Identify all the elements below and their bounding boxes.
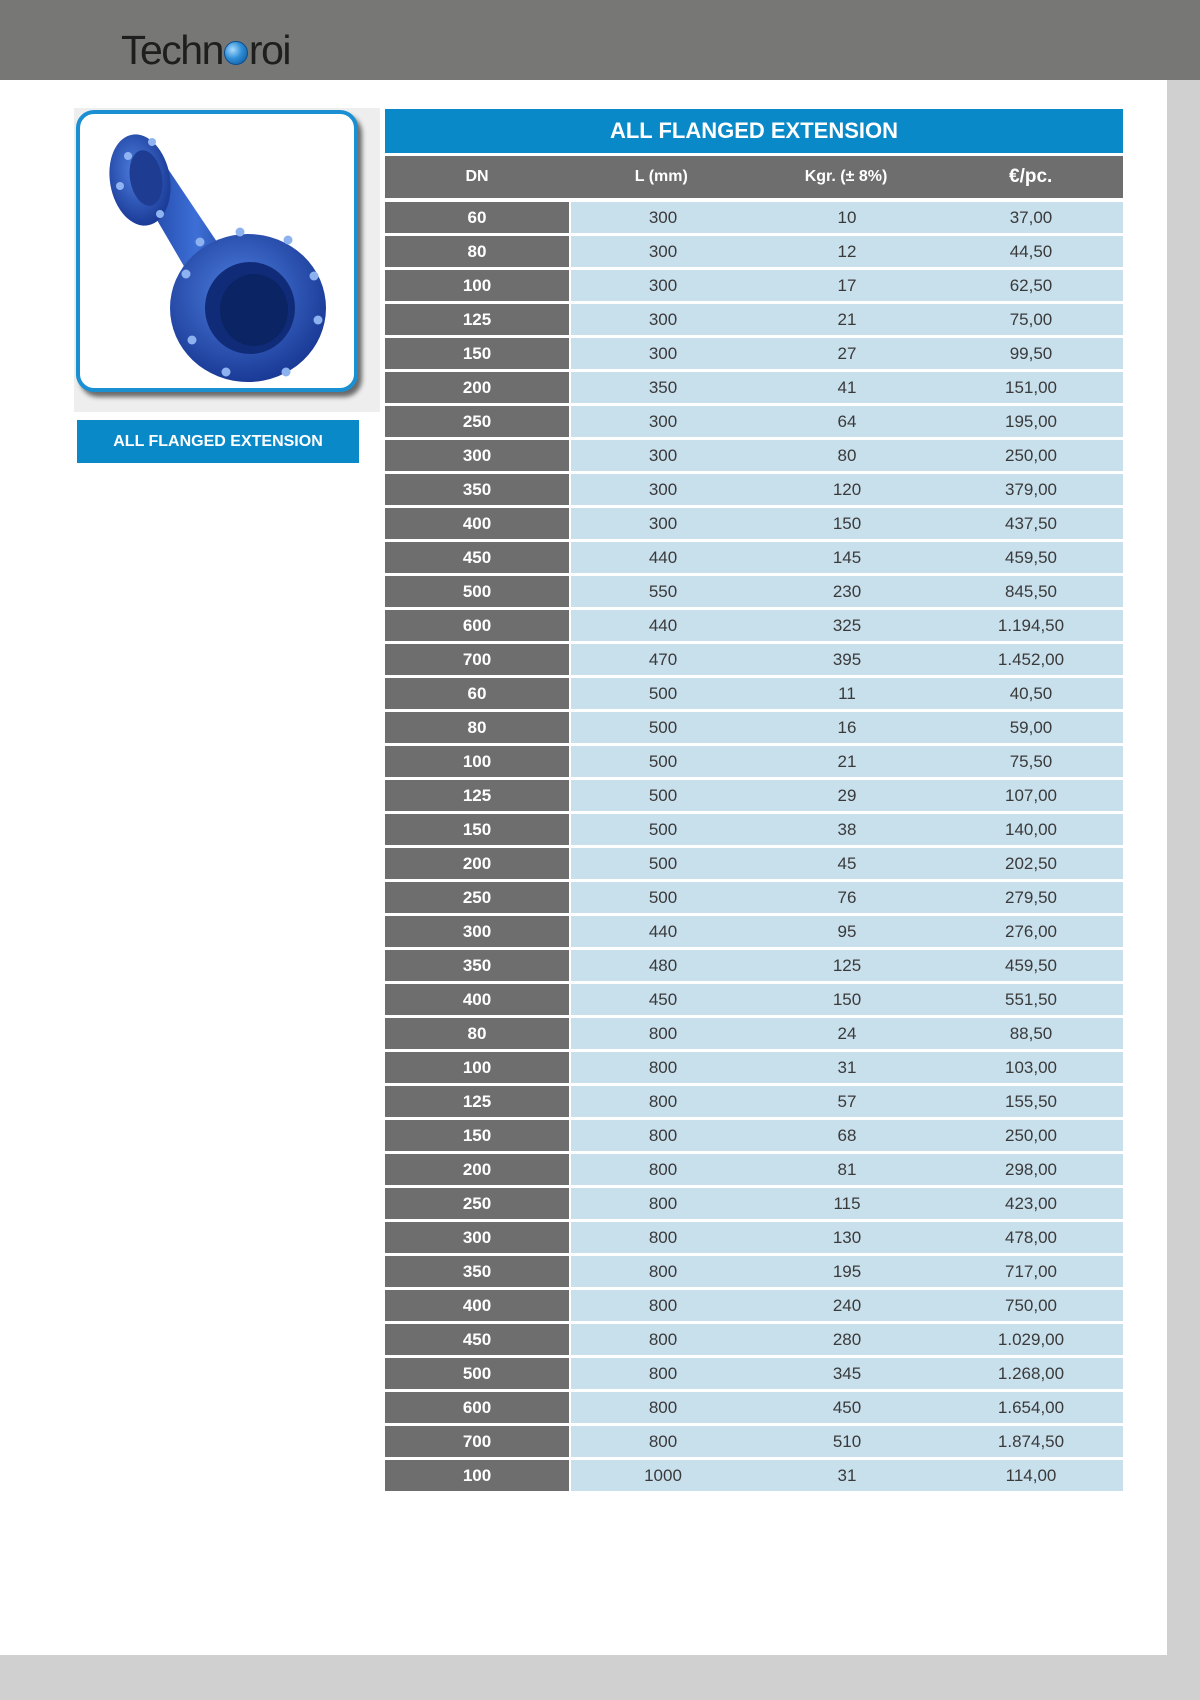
row-values <box>571 1222 1123 1253</box>
cell-weight: 240 <box>832 1295 862 1315</box>
cell-weight: 145 <box>832 547 862 567</box>
table-row <box>385 1188 1123 1219</box>
cell-price: 1.029,00 <box>997 1329 1065 1349</box>
cell-dn: 300 <box>385 1222 569 1253</box>
cell-length: 440 <box>648 615 678 635</box>
table-row <box>385 882 1123 913</box>
cell-dn: 125 <box>385 780 569 811</box>
cell-price: 1.452,00 <box>997 649 1065 669</box>
row-values <box>571 712 1123 743</box>
table-row <box>385 508 1123 539</box>
cell-length: 500 <box>648 853 678 873</box>
cell-dn: 80 <box>385 1018 569 1049</box>
cell-dn: 100 <box>385 746 569 777</box>
cell-weight: 21 <box>837 751 857 771</box>
row-values <box>571 610 1123 641</box>
cell-price: 459,50 <box>1005 955 1057 975</box>
cell-dn: 600 <box>385 1392 569 1423</box>
footer-bar <box>0 1655 1200 1700</box>
row-values <box>571 1324 1123 1355</box>
cell-price: 114,00 <box>1005 1465 1057 1485</box>
cell-weight: 29 <box>837 785 857 805</box>
cell-weight: 17 <box>837 275 857 295</box>
cell-price: 151,00 <box>1005 377 1057 397</box>
cell-dn: 80 <box>385 236 569 267</box>
cell-dn: 60 <box>385 678 569 709</box>
cell-weight: 38 <box>837 819 857 839</box>
cell-dn: 500 <box>385 576 569 607</box>
table-header-row <box>385 156 1123 198</box>
cell-dn: 600 <box>385 610 569 641</box>
cell-length: 800 <box>648 1193 678 1213</box>
cell-price: 551,50 <box>1005 989 1057 1009</box>
cell-price: 250,00 <box>1005 445 1057 465</box>
cell-price: 62,50 <box>1009 275 1053 295</box>
table-row <box>385 848 1123 879</box>
cell-weight: 150 <box>832 513 862 533</box>
flanged-pipe-icon <box>80 114 354 388</box>
table-row <box>385 1052 1123 1083</box>
row-values <box>571 814 1123 845</box>
row-values <box>571 1460 1123 1491</box>
cell-weight: 41 <box>837 377 857 397</box>
table-row <box>385 372 1123 403</box>
cell-length: 800 <box>648 1363 678 1383</box>
cell-weight: 57 <box>837 1091 857 1111</box>
cell-dn: 450 <box>385 542 569 573</box>
cell-price: 276,00 <box>1005 921 1057 941</box>
row-values <box>571 406 1123 437</box>
cell-price: 202,50 <box>1005 853 1057 873</box>
cell-weight: 31 <box>837 1465 857 1485</box>
cell-price: 40,50 <box>1009 683 1053 703</box>
cell-length: 800 <box>648 1091 678 1111</box>
cell-length: 470 <box>648 649 678 669</box>
cell-weight: 80 <box>837 445 857 465</box>
cell-length: 500 <box>648 751 678 771</box>
table-row <box>385 1324 1123 1355</box>
cell-price: 1.874,50 <box>997 1431 1065 1451</box>
table-row <box>385 542 1123 573</box>
cell-price: 103,00 <box>1005 1057 1057 1077</box>
cell-length: 800 <box>648 1159 678 1179</box>
table-row <box>385 984 1123 1015</box>
table-row <box>385 1256 1123 1287</box>
cell-weight: 31 <box>837 1057 857 1077</box>
cell-weight: 45 <box>837 853 857 873</box>
cell-length: 440 <box>648 921 678 941</box>
cell-dn: 700 <box>385 644 569 675</box>
cell-price: 423,00 <box>1005 1193 1057 1213</box>
cell-price: 75,00 <box>1009 309 1053 329</box>
cell-length: 500 <box>648 785 678 805</box>
cell-weight: 76 <box>837 887 857 907</box>
cell-weight: 120 <box>832 479 862 499</box>
header-length: L (mm) <box>634 168 688 185</box>
cell-price: 44,50 <box>1009 241 1053 261</box>
cell-weight: 325 <box>832 615 862 635</box>
row-values <box>571 916 1123 947</box>
row-values <box>571 1426 1123 1457</box>
cell-price: 140,00 <box>1005 819 1057 839</box>
cell-dn: 250 <box>385 406 569 437</box>
table-row <box>385 1018 1123 1049</box>
row-values <box>571 1358 1123 1389</box>
logo-text-right: roi <box>248 26 290 73</box>
cell-length: 800 <box>648 1329 678 1349</box>
cell-weight: 27 <box>837 343 857 363</box>
cell-dn: 200 <box>385 848 569 879</box>
row-values <box>571 338 1123 369</box>
row-values <box>571 1018 1123 1049</box>
cell-price: 1.268,00 <box>997 1363 1065 1383</box>
row-values <box>571 950 1123 981</box>
cell-dn: 400 <box>385 1290 569 1321</box>
row-values <box>571 1120 1123 1151</box>
table-row <box>385 1086 1123 1117</box>
cell-price: 99,50 <box>1009 343 1053 363</box>
cell-price: 379,00 <box>1005 479 1057 499</box>
table-row <box>385 1222 1123 1253</box>
cell-weight: 16 <box>837 717 857 737</box>
cell-price: 107,00 <box>1005 785 1057 805</box>
table-row <box>385 1120 1123 1151</box>
brand-logo <box>121 28 290 72</box>
right-margin-strip <box>1167 80 1200 1655</box>
table-row <box>385 304 1123 335</box>
row-values <box>571 372 1123 403</box>
cell-price: 459,50 <box>1005 547 1057 567</box>
cell-length: 480 <box>648 955 678 975</box>
cell-length: 300 <box>648 309 678 329</box>
cell-dn: 250 <box>385 1188 569 1219</box>
cell-length: 500 <box>648 717 678 737</box>
row-values <box>571 1290 1123 1321</box>
row-values <box>571 1188 1123 1219</box>
cell-dn: 300 <box>385 440 569 471</box>
cell-weight: 510 <box>832 1431 862 1451</box>
table-row <box>385 950 1123 981</box>
table-row <box>385 1460 1123 1491</box>
header-weight: Kgr. (± 8%) <box>804 168 888 185</box>
cell-length: 300 <box>648 241 678 261</box>
cell-price: 155,50 <box>1005 1091 1057 1111</box>
row-values <box>571 542 1123 573</box>
cell-dn: 450 <box>385 1324 569 1355</box>
cell-price: 1.194,50 <box>997 615 1065 635</box>
cell-dn: 100 <box>385 1460 569 1491</box>
cell-price: 59,00 <box>1009 717 1053 737</box>
table-row <box>385 712 1123 743</box>
cell-price: 298,00 <box>1005 1159 1057 1179</box>
cell-weight: 11 <box>838 683 856 703</box>
logo-text-left: Techn <box>121 26 223 73</box>
cell-price: 717,00 <box>1005 1261 1057 1281</box>
table-row <box>385 916 1123 947</box>
cell-weight: 150 <box>832 989 862 1009</box>
row-values <box>571 508 1123 539</box>
cell-weight: 125 <box>832 955 862 975</box>
cell-length: 500 <box>648 819 678 839</box>
cell-dn: 150 <box>385 338 569 369</box>
table-row <box>385 270 1123 301</box>
table-row <box>385 678 1123 709</box>
cell-length: 300 <box>648 445 678 465</box>
cell-dn: 500 <box>385 1358 569 1389</box>
cell-dn: 100 <box>385 270 569 301</box>
table-row <box>385 746 1123 777</box>
product-image <box>76 110 358 392</box>
row-values <box>571 236 1123 267</box>
cell-price: 250,00 <box>1005 1125 1057 1145</box>
cell-weight: 64 <box>837 411 857 431</box>
header-dn: DN <box>465 168 489 185</box>
cell-dn: 200 <box>385 372 569 403</box>
cell-dn: 100 <box>385 1052 569 1083</box>
cell-price: 750,00 <box>1005 1295 1057 1315</box>
row-values <box>571 1256 1123 1287</box>
row-values <box>571 678 1123 709</box>
cell-price: 1.654,00 <box>997 1397 1065 1417</box>
cell-dn: 350 <box>385 950 569 981</box>
table-row <box>385 202 1123 233</box>
cell-weight: 10 <box>837 207 857 227</box>
cell-length: 500 <box>648 887 678 907</box>
cell-weight: 345 <box>832 1363 862 1383</box>
cell-length: 300 <box>648 513 678 533</box>
cell-dn: 400 <box>385 508 569 539</box>
cell-length: 300 <box>648 411 678 431</box>
row-values <box>571 644 1123 675</box>
row-values <box>571 780 1123 811</box>
table-row <box>385 644 1123 675</box>
table-row <box>385 338 1123 369</box>
table-row <box>385 610 1123 641</box>
table-row <box>385 576 1123 607</box>
cell-length: 350 <box>648 377 678 397</box>
table-row <box>385 1392 1123 1423</box>
cell-weight: 24 <box>837 1023 857 1043</box>
cell-length: 800 <box>648 1023 678 1043</box>
row-values <box>571 576 1123 607</box>
cell-length: 500 <box>648 683 678 703</box>
cell-dn: 80 <box>385 712 569 743</box>
table-row <box>385 1358 1123 1389</box>
table-row <box>385 814 1123 845</box>
cell-weight: 21 <box>837 309 857 329</box>
cell-dn: 125 <box>385 1086 569 1117</box>
cell-weight: 81 <box>837 1159 857 1179</box>
row-values <box>571 1392 1123 1423</box>
row-values <box>571 304 1123 335</box>
table-row <box>385 474 1123 505</box>
row-values <box>571 440 1123 471</box>
cell-price: 75,50 <box>1009 751 1053 771</box>
row-values <box>571 848 1123 879</box>
cell-weight: 230 <box>832 581 862 601</box>
row-values <box>571 746 1123 777</box>
cell-price: 37,00 <box>1009 207 1053 227</box>
cell-price: 279,50 <box>1005 887 1057 907</box>
cell-weight: 115 <box>833 1193 861 1213</box>
row-values <box>571 984 1123 1015</box>
cell-length: 1000 <box>644 1465 682 1485</box>
cell-price: 195,00 <box>1005 411 1057 431</box>
cell-price: 478,00 <box>1005 1227 1057 1247</box>
cell-price: 437,50 <box>1005 513 1057 533</box>
row-values <box>571 474 1123 505</box>
table-title: ALL FLANGED EXTENSION <box>385 109 1123 153</box>
table-row <box>385 1426 1123 1457</box>
cell-dn: 150 <box>385 814 569 845</box>
row-values <box>571 1086 1123 1117</box>
cell-dn: 250 <box>385 882 569 913</box>
cell-dn: 400 <box>385 984 569 1015</box>
table-row <box>385 236 1123 267</box>
cell-weight: 95 <box>837 921 857 941</box>
cell-weight: 395 <box>832 649 862 669</box>
table-row <box>385 1290 1123 1321</box>
cell-length: 800 <box>648 1431 678 1451</box>
table-row <box>385 780 1123 811</box>
cell-weight: 130 <box>832 1227 862 1247</box>
cell-dn: 200 <box>385 1154 569 1185</box>
cell-weight: 195 <box>832 1261 862 1281</box>
cell-length: 800 <box>648 1125 678 1145</box>
cell-dn: 700 <box>385 1426 569 1457</box>
cell-price: 845,50 <box>1005 581 1057 601</box>
table-row <box>385 1154 1123 1185</box>
row-values <box>571 202 1123 233</box>
cell-dn: 60 <box>385 202 569 233</box>
cell-length: 450 <box>648 989 678 1009</box>
cell-dn: 350 <box>385 474 569 505</box>
cell-weight: 68 <box>837 1125 857 1145</box>
cell-length: 800 <box>648 1397 678 1417</box>
table-row <box>385 406 1123 437</box>
cell-length: 300 <box>648 275 678 295</box>
row-values <box>571 882 1123 913</box>
cell-length: 800 <box>648 1227 678 1247</box>
cell-dn: 125 <box>385 304 569 335</box>
cell-length: 300 <box>648 479 678 499</box>
cell-length: 800 <box>648 1261 678 1281</box>
row-values <box>571 1052 1123 1083</box>
cell-weight: 280 <box>832 1329 862 1349</box>
table-body <box>385 202 1123 1494</box>
globe-icon <box>224 41 248 65</box>
cell-weight: 12 <box>837 241 857 261</box>
cell-dn: 150 <box>385 1120 569 1151</box>
table-row <box>385 440 1123 471</box>
cell-dn: 300 <box>385 916 569 947</box>
cell-length: 300 <box>648 207 678 227</box>
product-label: ALL FLANGED EXTENSION <box>77 420 359 463</box>
cell-price: 88,50 <box>1009 1023 1053 1043</box>
cell-weight: 450 <box>832 1397 862 1417</box>
cell-length: 550 <box>648 581 678 601</box>
cell-length: 800 <box>648 1295 678 1315</box>
row-values <box>571 270 1123 301</box>
cell-dn: 350 <box>385 1256 569 1287</box>
cell-length: 300 <box>648 343 678 363</box>
cell-length: 800 <box>648 1057 678 1077</box>
cell-length: 440 <box>648 547 678 567</box>
row-values <box>571 1154 1123 1185</box>
header-price: €/pc. <box>1009 166 1053 187</box>
